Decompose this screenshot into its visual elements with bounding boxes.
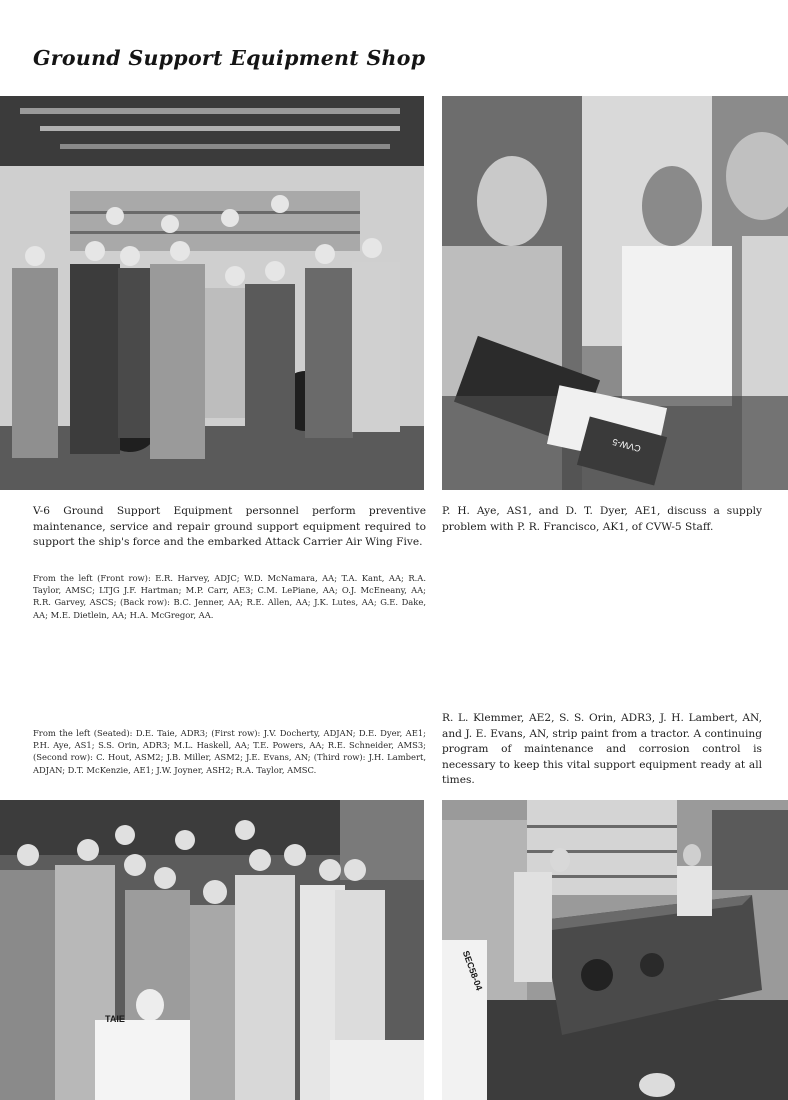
supply-discussion-illustration	[442, 96, 788, 490]
paint-stripping-caption: R. L. Klemmer, AE2, S. S. Orin, ADR3, J. H. Lambert, AN, and J. E. Evans, AN, strip paint from a tractor. A continuing program of maintenance and corrosion control is necessary to keep this vital support equipment ready at all times.	[442, 712, 762, 787]
group-photo-illustration	[0, 96, 424, 490]
paint-stripping-illustration	[442, 800, 788, 1100]
supply-discussion-caption: P. H. Aye, AS1, and D. T. Dyer, AE1, discuss a supply problem with P. R. Francisco, AK1, of CVW-5 Staff.	[442, 505, 762, 533]
group-photo-front-back-rows	[0, 96, 424, 490]
second-group-photo	[0, 800, 424, 1100]
second-group-photo-names: From the left (Seated): D.E. Taie, ADR3; (First row): J.V. Docherty, ADJAN; D.E. Dyer, AE1; P.H. Aye, AS1; S.S. Orin, ADR3; M.L. Haskell, AA; T.E. Powers, AA; R.E. Schneider, AMS3; (Second row): C. Hout, ASM2; J.B. Miller, ASM2; J.E. Evans, AN; (Third row): J.H. Lambert, ADJAN; D.T. McKenzie, AE1; J.W. Joyner, ASH2; R.A. Taylor, AMSC.	[33, 728, 426, 775]
group-photo-caption: V-6 Ground Support Equipment personnel perform preventive maintenance, service and repair ground support equipment required to support the ship's force and the embarked Attack Carrier Air Wing Five.	[33, 505, 426, 549]
paint-stripping-photo	[442, 800, 788, 1100]
group-photo-names: From the left (Front row): E.R. Harvey, ADJC; W.D. McNamara, AA; T.A. Kant, AA; R.A. Taylor, AMSC; LTJG J.F. Hartman; M.P. Carr, AE3; C.M. LePiane, AA; O.J. McEneany, AA; R.R. Garvey, ASCS; (Back row): B.C. Jenner, AA; R.E. Allen, AA; J.K. Lutes, AA; G.E. Dake, AA; M.E. Dietlein, AA; H.A. McGregor, AA.	[33, 573, 426, 620]
second-group-illustration	[0, 800, 424, 1100]
shirt-name-label: TAIE	[105, 1014, 125, 1024]
book-cover-label: CVW-5	[611, 436, 642, 454]
page-title: Ground Support Equipment Shop	[33, 46, 426, 70]
supply-discussion-photo	[442, 96, 788, 490]
tractor-sign-label: SEC58-04	[460, 949, 485, 992]
